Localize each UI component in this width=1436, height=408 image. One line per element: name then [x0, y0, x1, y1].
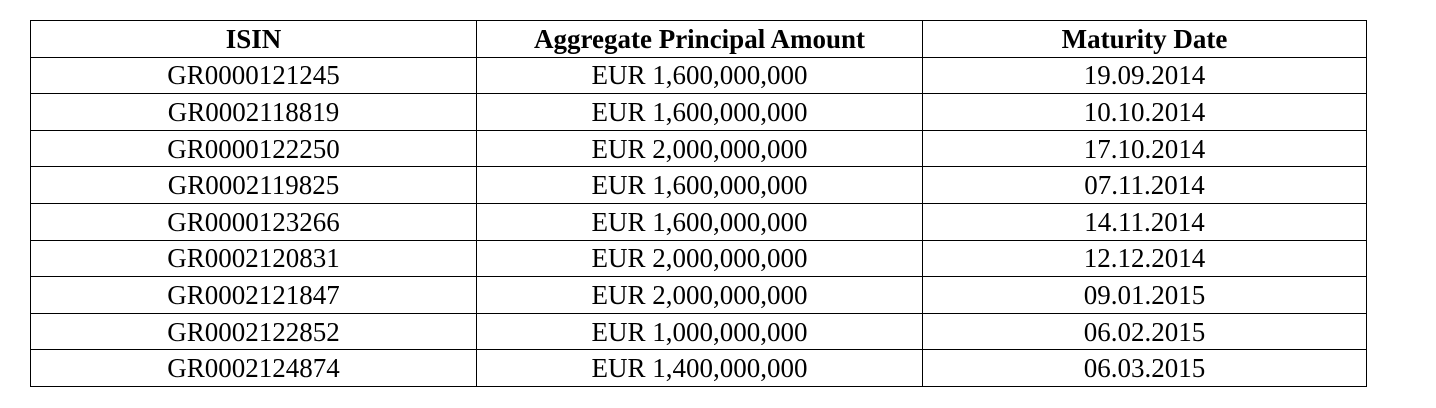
maturity-date-cell: 12.12.2014: [923, 240, 1367, 277]
principal-amount-cell: EUR 1,600,000,000: [477, 94, 923, 131]
isin-cell: GR0002120831: [31, 240, 477, 277]
table-row: [31, 94, 1367, 131]
isin-cell: GR0002122852: [31, 313, 477, 350]
header-maturity-date: Maturity Date: [923, 21, 1367, 58]
header-isin: ISIN: [31, 21, 477, 58]
table-row: [31, 203, 1367, 240]
principal-amount-cell: EUR 1,600,000,000: [477, 203, 923, 240]
principal-amount-cell: EUR 1,600,000,000: [477, 167, 923, 204]
maturity-date-cell: 06.03.2015: [923, 350, 1367, 387]
principal-amount-cell: EUR 1,600,000,000: [477, 57, 923, 94]
maturity-date-cell: 09.01.2015: [923, 277, 1367, 314]
table-row: [31, 240, 1367, 277]
table-row: [31, 130, 1367, 167]
isin-cell: GR0000122250: [31, 130, 477, 167]
table-row: [31, 277, 1367, 314]
table-row: [31, 167, 1367, 204]
maturity-date-cell: 19.09.2014: [923, 57, 1367, 94]
principal-amount-cell: EUR 2,000,000,000: [477, 240, 923, 277]
isin-cell: GR0002119825: [31, 167, 477, 204]
table-row: [31, 57, 1367, 94]
bond-maturity-table: [30, 20, 1367, 387]
table-row: [31, 313, 1367, 350]
maturity-date-cell: 14.11.2014: [923, 203, 1367, 240]
maturity-date-cell: 17.10.2014: [923, 130, 1367, 167]
principal-amount-cell: EUR 2,000,000,000: [477, 277, 923, 314]
table-row: [31, 350, 1367, 387]
principal-amount-cell: EUR 2,000,000,000: [477, 130, 923, 167]
isin-cell: GR0000121245: [31, 57, 477, 94]
maturity-date-cell: 06.02.2015: [923, 313, 1367, 350]
isin-cell: GR0002118819: [31, 94, 477, 131]
header-aggregate-principal-amount: Aggregate Principal Amount: [477, 21, 923, 58]
isin-cell: GR0002124874: [31, 350, 477, 387]
isin-cell: GR0002121847: [31, 277, 477, 314]
principal-amount-cell: EUR 1,000,000,000: [477, 313, 923, 350]
isin-cell: GR0000123266: [31, 203, 477, 240]
principal-amount-cell: EUR 1,400,000,000: [477, 350, 923, 387]
maturity-date-cell: 07.11.2014: [923, 167, 1367, 204]
maturity-date-cell: 10.10.2014: [923, 94, 1367, 131]
header-row: [31, 21, 1367, 58]
